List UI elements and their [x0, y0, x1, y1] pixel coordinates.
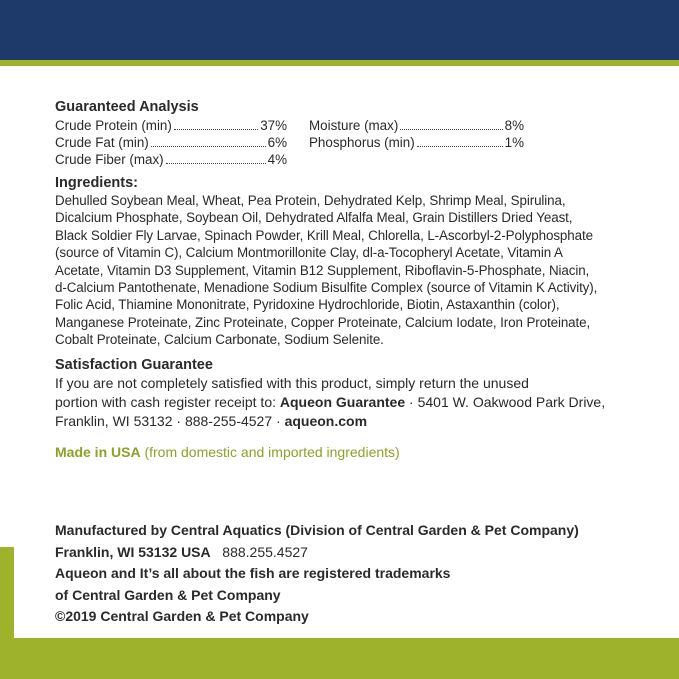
guarantee-line: portion with cash register receipt to:	[55, 393, 280, 410]
analysis-table	[55, 117, 665, 168]
guarantee-address: · 5401 W. Oakwood Park Drive,	[405, 393, 606, 410]
nutrient-value: 6%	[267, 135, 287, 150]
made-in-usa-note: (from domestic and imported ingredients)	[140, 443, 400, 460]
nutrient-value: 4%	[267, 152, 287, 167]
leader-dots	[166, 163, 266, 164]
leader-dots	[417, 146, 503, 147]
ingredients-line: Acetate, Vitamin D3 Supplement, Vitamin B12 Supplement, Riboflavin-5-Phosphate, Niacin,	[55, 262, 590, 278]
ingredients-line: d-Calcium Pantothenate, Menadione Sodium Bisulfite Complex (source of Vitamin K Activity),	[55, 280, 598, 296]
made-in-usa-bold: Made in USA	[55, 443, 141, 460]
ingredients-title: Ingredients:	[55, 175, 138, 191]
leader-dots	[400, 129, 502, 130]
phone: 888.255.4527	[210, 543, 308, 560]
guarantee-title: Satisfaction Guarantee	[55, 356, 213, 373]
nutrient-name: Crude Fiber (max)	[55, 152, 164, 167]
nutrient-name: Moisture (max)	[309, 118, 399, 133]
nutrient-value: 1%	[504, 135, 524, 150]
label-content	[55, 98, 665, 475]
analysis-left-column	[55, 117, 287, 168]
ingredients-line: Manganese Proteinate, Zinc Proteinate, Copper Proteinate, Calcium Iodate, Iron Proteinate,	[55, 314, 591, 330]
manufacturer-city: Franklin, WI 53132	[55, 543, 182, 560]
analysis-row	[55, 151, 287, 168]
trademark-line: Aqueon and It’s all about the fish are registered trademarks	[55, 565, 451, 581]
ingredients-line: Dicalcium Phosphate, Soybean Oil, Dehydrated Alfalfa Meal, Grain Distillers Dried Yeast,	[55, 210, 573, 226]
analysis-right-column	[309, 117, 524, 168]
nutrient-name: Phosphorus (min)	[309, 135, 415, 150]
guarantee-line: Franklin, WI 53132 · 888-255-4527 ·	[55, 412, 285, 429]
nutrient-value: 8%	[504, 118, 524, 133]
ingredients-list	[55, 192, 665, 349]
manufacturer-line: Manufactured by Central Aquatics (Division of Central Garden & Pet Company)	[55, 522, 579, 538]
guarantee-line: If you are not completely satisfied with this product, simply return the unused	[55, 374, 529, 391]
ingredients-line: (source of Vitamin C), Calcium Montmorillonite Clay, dl-a-Tocopheryl Acetate, Vitamin A	[55, 245, 563, 261]
website: aqueon.com	[284, 412, 368, 429]
guarantee-name: Aqueon Guarantee	[279, 393, 406, 410]
ingredients-line: Dehulled Soybean Meal, Wheat, Pea Protein, Dehydrated Kelp, Shrimp Meal, Spirulina,	[55, 193, 566, 208]
header-band	[0, 0, 679, 60]
ingredients-line: Black Soldier Fly Larvae, Spinach Powder, Krill Meal, Chlorella, L-Ascorbyl-2-Polyphosphate	[55, 227, 593, 243]
analysis-row	[55, 134, 287, 151]
leader-dots	[174, 129, 258, 130]
ingredients-line: Cobalt Proteinate, Calcium Carbonate, Sodium Selenite.	[55, 332, 384, 348]
nutrient-name: Crude Fat (min)	[55, 135, 149, 150]
manufacturer-address	[55, 542, 665, 564]
nutrient-name: Crude Protein (min)	[55, 118, 172, 133]
ingredients-line: Folic Acid, Thiamine Mononitrate, Pyridoxine Hydrochloride, Biotin, Astaxanthin (color),	[55, 297, 560, 313]
manufacturer-block	[55, 520, 665, 628]
trademark-owner: of Central Garden & Pet Company	[55, 586, 281, 603]
country: USA	[181, 543, 211, 560]
analysis-row	[309, 134, 524, 151]
analysis-title: Guaranteed Analysis	[55, 99, 199, 115]
made-in-usa	[55, 443, 665, 461]
guarantee-text	[55, 374, 665, 431]
analysis-row	[309, 117, 524, 134]
copyright: ©2019 Central Garden & Pet Company	[55, 608, 309, 624]
analysis-row	[55, 117, 287, 134]
leader-dots	[151, 146, 266, 147]
nutrient-value: 37%	[260, 118, 287, 133]
